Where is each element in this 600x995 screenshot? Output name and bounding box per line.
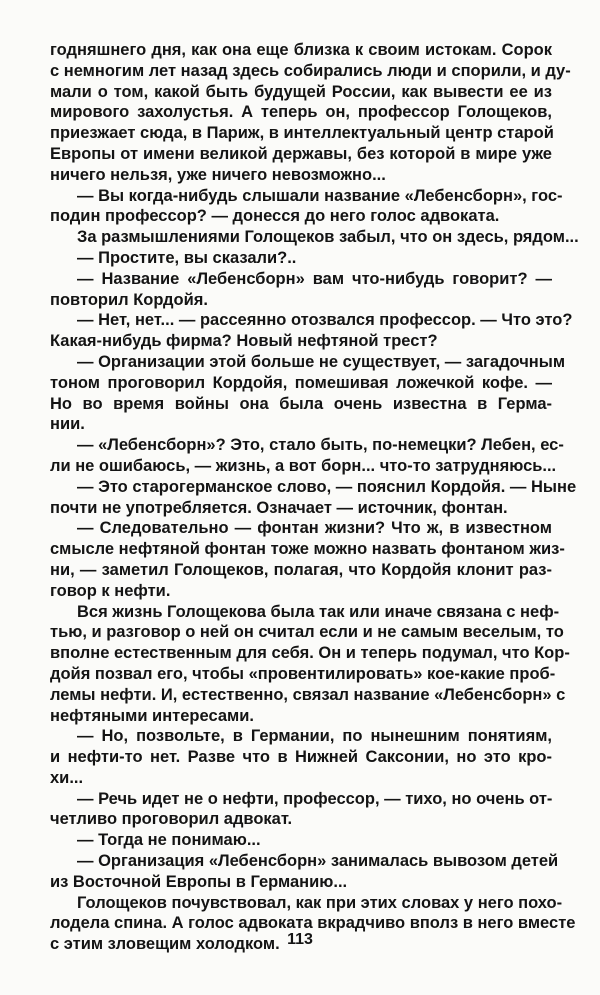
text-line: почти не употребляется. Означает — источник, фонтан. [50,498,508,517]
text-line: тью, и разговор о ней он считал если и не самым веселым, то [50,623,564,642]
text-line: — Название «Лебенсборн» вам что-нибудь говорит? — [77,269,552,288]
text-line: — Организации этой больше не существует, — загадочным [77,352,566,371]
page-number: 113 [287,931,313,948]
text-line: Голощеков почувствовал, как при этих словах у него похо- [77,893,563,912]
text-line: хи... [50,768,84,787]
text-line: За размышлениями Голощеков забыл, что он здесь, рядом... [77,228,579,247]
text-line: — Нет, нет... — рассеянно отозвался профессор. — Что это? [77,311,573,330]
text-line: лодела спина. А голос адвоката вкрадчиво вполз в него вместе [50,914,576,933]
text-line: — «Лебенсборн»? Это, стало быть, по-немецки? Лебен, ес- [77,436,564,455]
text-line: Вся жизнь Голощекова была так или иначе связана с неф- [77,602,560,621]
text-line: из Восточной Европы в Германию... [50,872,348,891]
text-line: Европы от имени великой державы, без которой в мире уже [50,144,552,163]
text-line: четливо проговорил адвокат. [50,810,293,829]
text-line: ни, — заметил Голощеков, полагая, что Кордойя клонит раз- [50,560,552,579]
text-line: с этим зловещим холодком. [50,935,280,954]
text-line: повторил Кордойя. [50,290,208,309]
text-line: — Это старогерманское слово, — пояснил Кордойя. — Ныне [77,477,577,496]
text-line: лемы нефти. И, естественно, связал название «Лебенсборн» с [50,685,566,704]
text-line: мирового захолустья. А теперь он, профессор Голощеков, [50,103,552,122]
text-line: — Речь идет не о нефти, профессор, — тихо, но очень от- [77,789,553,808]
text-line: тоном проговорил Кордойя, помешивая ложечкой кофе. — [50,373,552,392]
text-line: нефтяными интересами. [50,706,254,725]
text-line: — Вы когда-нибудь слышали название «Лебенсборн», гос- [77,186,563,205]
page-body-text [50,40,579,955]
text-line: — Но, позвольте, в Германии, по нынешним понятиям, [77,727,552,746]
text-line: ничего нельзя, уже ничего невозможно... [50,165,386,184]
text-line: Какая-нибудь фирма? Новый нефтяной трест? [50,332,438,351]
text-line: подин профессор? — донесся до него голос адвоката. [50,207,500,226]
text-line: Но во время войны она была очень известна в Герма- [50,394,552,413]
text-line: — Тогда не понимаю... [77,831,261,850]
text-line: говор к нефти. [50,581,171,600]
text-line: вполне естественным для себя. Он и теперь подумал, что Кор- [50,644,570,663]
text-line: с немногим лет назад здесь собирались люди и спорили, и ду- [50,61,571,80]
text-line: и нефти-то нет. Разве что в Нижней Саксонии, но это кро- [50,748,552,767]
text-line: ли не ошибаюсь, — жизнь, а вот борн... что-то затрудняюсь... [50,456,557,475]
text-line: — Следовательно — фонтан жизни? Что ж, в известном [77,519,552,538]
text-line: смысле нефтяной фонтан тоже можно назвать фонтаном жиз- [50,540,565,559]
text-line: мали о том, какой быть будущей России, как вывести ее из [50,82,552,101]
text-line: приезжает сюда, в Париж, в интеллектуальный центр старой [50,124,554,143]
text-line: — Организация «Лебенсборн» занималась вывозом детей [77,852,559,871]
text-line: — Простите, вы сказали?.. [77,248,297,267]
text-line: годняшнего дня, как она еще близка к своим истокам. Сорок [50,41,552,59]
text-line: дойя позвал его, чтобы «провентилировать» кое-какие проб- [50,664,556,683]
text-line: нии. [50,415,85,434]
